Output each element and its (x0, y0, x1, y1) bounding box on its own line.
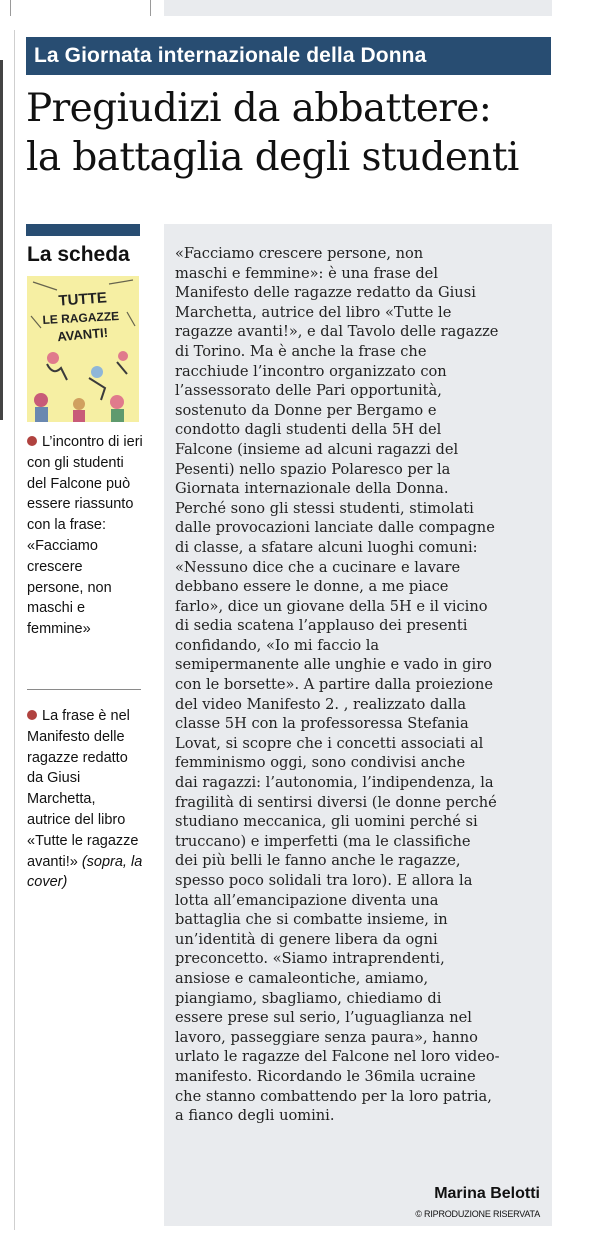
page-edge-mark (0, 60, 3, 420)
sidebar-accent-bar (26, 224, 140, 236)
sidebar-item-note: (sopra, la cover) (27, 853, 143, 891)
sidebar-item-frase (27, 706, 143, 893)
sidebar-divider (27, 689, 141, 690)
sidebar-item-text: La frase è nel Manifesto delle ragazze redatto da Giusi Marchetta, autrice del libro «Tutte le ragazze avanti!» (27, 708, 139, 870)
cover-text-line-2: LE RAGAZZE (42, 309, 120, 328)
section-banner-title: La Giornata internazionale della Donna (34, 44, 427, 67)
copyright-notice: © RIPRODUZIONE RISERVATA (415, 1209, 540, 1219)
headline-line-2: la battaglia degli studenti (26, 135, 519, 180)
book-cover-image (27, 276, 139, 422)
sidebar-item-incontro (27, 432, 143, 640)
book-cover-illustration (27, 276, 139, 422)
bullet-dot-icon (27, 436, 37, 446)
top-strip (164, 0, 552, 16)
article-author: Marina Belotti (434, 1185, 540, 1202)
sidebar-title: La scheda (27, 243, 130, 266)
bullet-dot-icon (27, 710, 37, 720)
sidebar-item-text: L’incontro di ieri con gli studenti del Falcone può essere riassunto con la frase: «Facciamo crescere persone, non maschi e femmine» (27, 434, 143, 638)
headline (26, 84, 586, 182)
column-rule (10, 0, 11, 16)
left-column-rule (14, 30, 15, 1230)
cover-text-line-1: TUTTE (57, 289, 108, 310)
column-rule (150, 0, 151, 16)
headline-line-1: Pregiudizi da abbattere: (26, 86, 492, 131)
cover-text-line-3: AVANTI! (56, 324, 109, 345)
article-body: «Facciamo crescere persone, non maschi e femmine»: è una frase del Manifesto delle ragazze redatto da Giusi Marchetta, autrice del libro «Tutte le ragazze avanti!», e dal Tavolo delle ragazze di Torino. Ma è anche la frase che racchiude l’incontro organizzato con l’assessorato delle Pari opportunità, sostenuto da Donne per Bergamo e condotto dagli studenti della 5H del Falcone (insieme ad alcuni ragazzi del Pesenti) nello spazio Polaresco per la Giornata internazionale della Donna. Perché sono gli stessi studenti, stimolati dalle provocazioni lanciate dalle compagne di classe, a sfatare alcuni luoghi comuni: «Nessuno dice che a cucinare e lavare debbano essere le donne, a me piace farlo», dice un giovane della 5H e il vicino di sedia scatena l’applauso dei presenti confidando, «Io mi faccio la semipermanente alle unghie e vado in giro con le borsette». A partire dalla proiezione del video Manifesto 2. , realizzato dalla classe 5H con la professoressa Stefania Lovat, si scopre che i concetti associati al femminismo oggi, sono condivisi anche dai ragazzi: l’autonomia, l’indipendenza, la fragilità di sentirsi diversi (le donne perché studiano meccanica, gli uomini perché si truccano) e imperfetti (ma le classifiche dei più belli le fanno anche le ragazze, spesso poco solidali tra loro). E allora la lotta all’emancipazione diventa una battaglia che si combatte insieme, in un’identità di genere libera da ogni preconcetto. «Siamo intraprendenti, ansiose e camaleontiche, amiamo, piangiamo, sbagliamo, chiediamo di essere prese sul serio, l’uguaglianza nel lavoro, passeggiare senza paura», hanno urlato le ragazze del Falcone nel loro video- manifesto. Ricordando le 36mila ucraine che stanno combattendo per la loro patria, a fianco degli uomini. (175, 245, 500, 1125)
